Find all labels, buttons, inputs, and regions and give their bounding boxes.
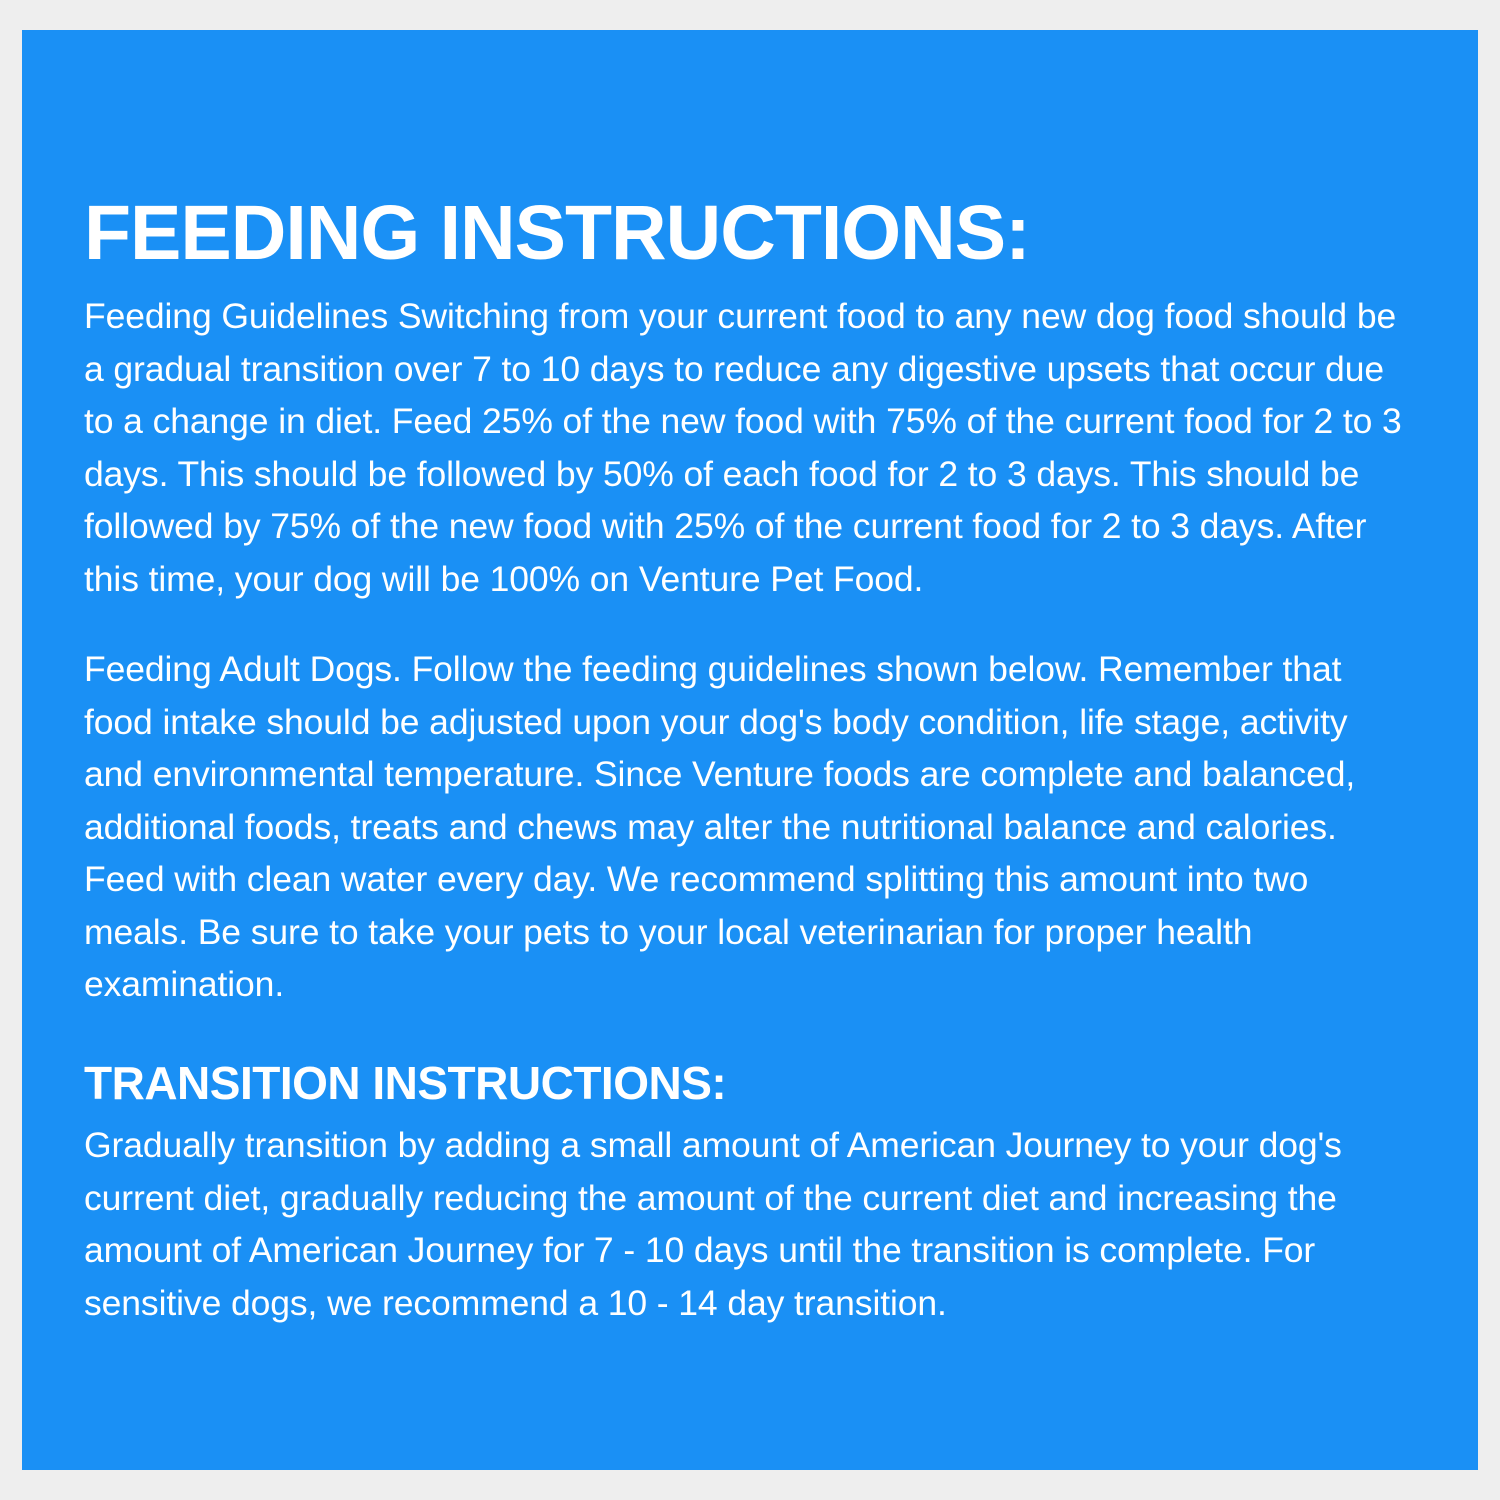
feeding-instructions-heading: FEEDING INSTRUCTIONS: (84, 190, 1030, 276)
feeding-guidelines-paragraph: Feeding Guidelines Switching from your current food to any new dog food should be a gradual transition over 7 to 10 days to reduce any digestive upsets that occur due to a change in diet. Feed 25% of the new food with 75% of the current food for 2 to 3 days. This should be followed by 50% of each food for 2 to 3 days. This should be followed by 75% of the new food with 25% of the current food for 2 to 3 days. After this time, your dog will be 100% on Venture Pet Food. (84, 296, 1402, 599)
transition-paragraph: Gradually transition by adding a small amount of American Journey to your dog's current diet, gradually reducing the amount of the current diet and increasing the amount of American Journey for 7 - 10 days until the transition is complete. For sensitive dogs, we recommend a 10 - 14 day transition. (84, 1125, 1342, 1323)
transition-instructions-heading: TRANSITION INSTRUCTIONS: (84, 1056, 727, 1109)
instructions-card (22, 30, 1478, 1470)
feeding-adult-dogs-paragraph: Feeding Adult Dogs. Follow the feeding guidelines shown below. Remember that food intake should be adjusted upon your dog's body condition, life stage, activity and environmental temperature. Since Venture foods are complete and balanced, additional foods, treats and chews may alter the nutritional balance and calories. Feed with clean water every day. We recommend splitting this amount into two meals. Be sure to take your pets to your local veterinarian for proper health examination. (84, 649, 1356, 1005)
